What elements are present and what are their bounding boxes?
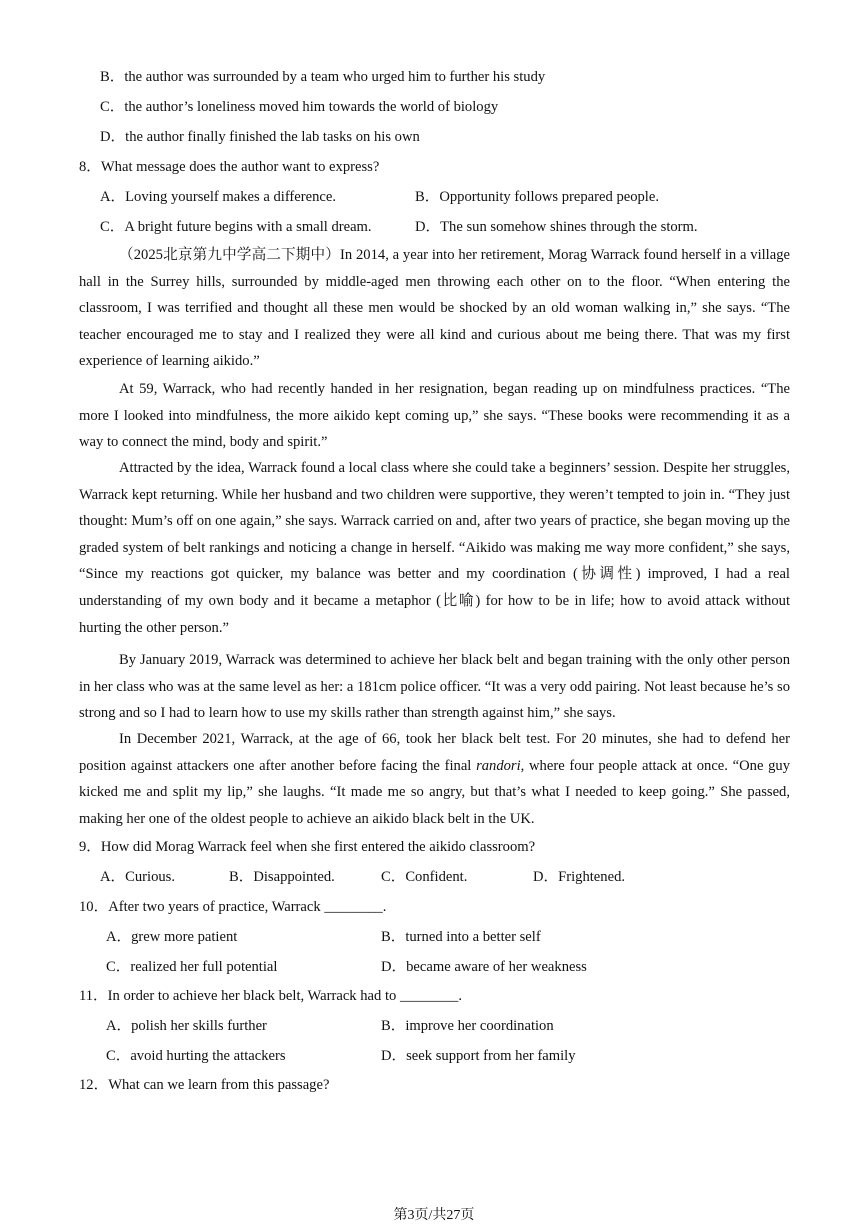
q8-option-b: B．Opportunity follows prepared people. [415, 189, 659, 205]
page-number: 第3页/共27页 [393, 1208, 475, 1223]
passage-source: （2025北京第九中学高二下期中） [119, 247, 341, 263]
q9-option-b: B．Disappointed. [229, 869, 335, 885]
passage-paragraph-5-end: , where four people attack at once. “One guy kicked me and split my lip,” she laughs. “It made me so angry, but that’s what I needed to keep going.” She passed, making her one of the oldest people to achieve an aikido black belt in the UK. [79, 757, 791, 827]
q8-option-a: A．Loving yourself makes a difference. [100, 189, 336, 205]
q10-option-d: D．became aware of her weakness [381, 959, 587, 975]
q8-stem: 8．What message does the author want to express? [79, 159, 380, 175]
q11-option-d: D．seek support from her family [381, 1048, 576, 1064]
passage-paragraph-1 [79, 242, 790, 375]
q8-option-c: C．A bright future begins with a small dream. [100, 219, 372, 235]
passage-paragraph-5 [79, 726, 790, 832]
q9-stem: 9．How did Morag Warrack feel when she first entered the aikido classroom? [79, 839, 536, 855]
q11-option-b: B．improve her coordination [381, 1018, 554, 1034]
q10-option-a: A．grew more patient [106, 929, 238, 945]
q7-option-b: B．the author was surrounded by a team who urged him to further his study [100, 69, 546, 85]
q9-option-d: D．Frightened. [533, 869, 626, 885]
passage-paragraph-5-start: In December 2021, Warrack, at the age of 66, took her black belt test. For 20 minutes, she had to defend her position against attackers one after another before facing the final [79, 731, 790, 774]
q7-option-c: C．the author’s loneliness moved him towards the world of biology [100, 99, 499, 115]
passage-paragraph-4: By January 2019, Warrack was determined to achieve her black belt and began training with the only other person in her class who was at the same level as her: a 181cm police officer. “It was a very odd pairing. Not least because he’s so strong and so I had to learn how to use my skills rather than strength against him,” she says. [79, 652, 790, 722]
passage-paragraph-1-text: In 2014, a year into her retirement, Morag Warrack found herself in a village hall in the Surrey hills, surrounded by middle-aged men throwing each other on to the floor. “When entering the classroom, I was terrified and thought all these men would be shocked by an old woman walking in,” she says. “The teacher encouraged me to stay and I realized they were all kind and curious about me being there. That was my first experience of learning aikido.” [79, 247, 790, 370]
randori-term: randori [476, 757, 521, 774]
q11-stem: 11．In order to achieve her black belt, Warrack had to ________. [79, 988, 462, 1004]
q10-option-c: C．realized her full potential [106, 959, 278, 975]
q11-option-c: C．avoid hurting the attackers [106, 1048, 286, 1064]
q8-option-d: D．The sun somehow shines through the storm. [415, 219, 698, 235]
q10-stem: 10．After two years of practice, Warrack ________. [79, 899, 387, 915]
q9-option-c: C．Confident. [381, 869, 468, 885]
passage-paragraph-3: Attracted by the idea, Warrack found a local class where she could take a beginners’ session. Despite her struggles, Warrack kept returning. While her husband and two children were supportive, they weren’t tempted to join in. “They just thought: Mum’s off on one again,” she says. Warrack carried on and, after two years of practice, she began moving up the graded system of belt rankings and noticing a change in herself. “Aikido was making me way more confident,” she says, “Since my reactions got quicker, my balance was better and my coordination (协调性) improved, I had a real understanding of my own body and it became a metaphor (比喻) for how to be in life; how to avoid attack without hurting the other person.” [79, 460, 791, 636]
q10-option-b: B．turned into a better self [381, 929, 541, 945]
q7-option-d: D．the author finally finished the lab tasks on his own [100, 129, 420, 145]
q11-option-a: A．polish her skills further [106, 1018, 267, 1034]
q9-option-a: A．Curious. [100, 869, 175, 885]
q12-stem: 12．What can we learn from this passage? [79, 1077, 330, 1093]
passage-paragraph-2: At 59, Warrack, who had recently handed in her resignation, began reading up on mindfulness practices. “The more I looked into mindfulness, the more aikido kept coming up,” she says. “These books were recommending it as a way to connect the mind, body and spirit.” [79, 381, 790, 451]
